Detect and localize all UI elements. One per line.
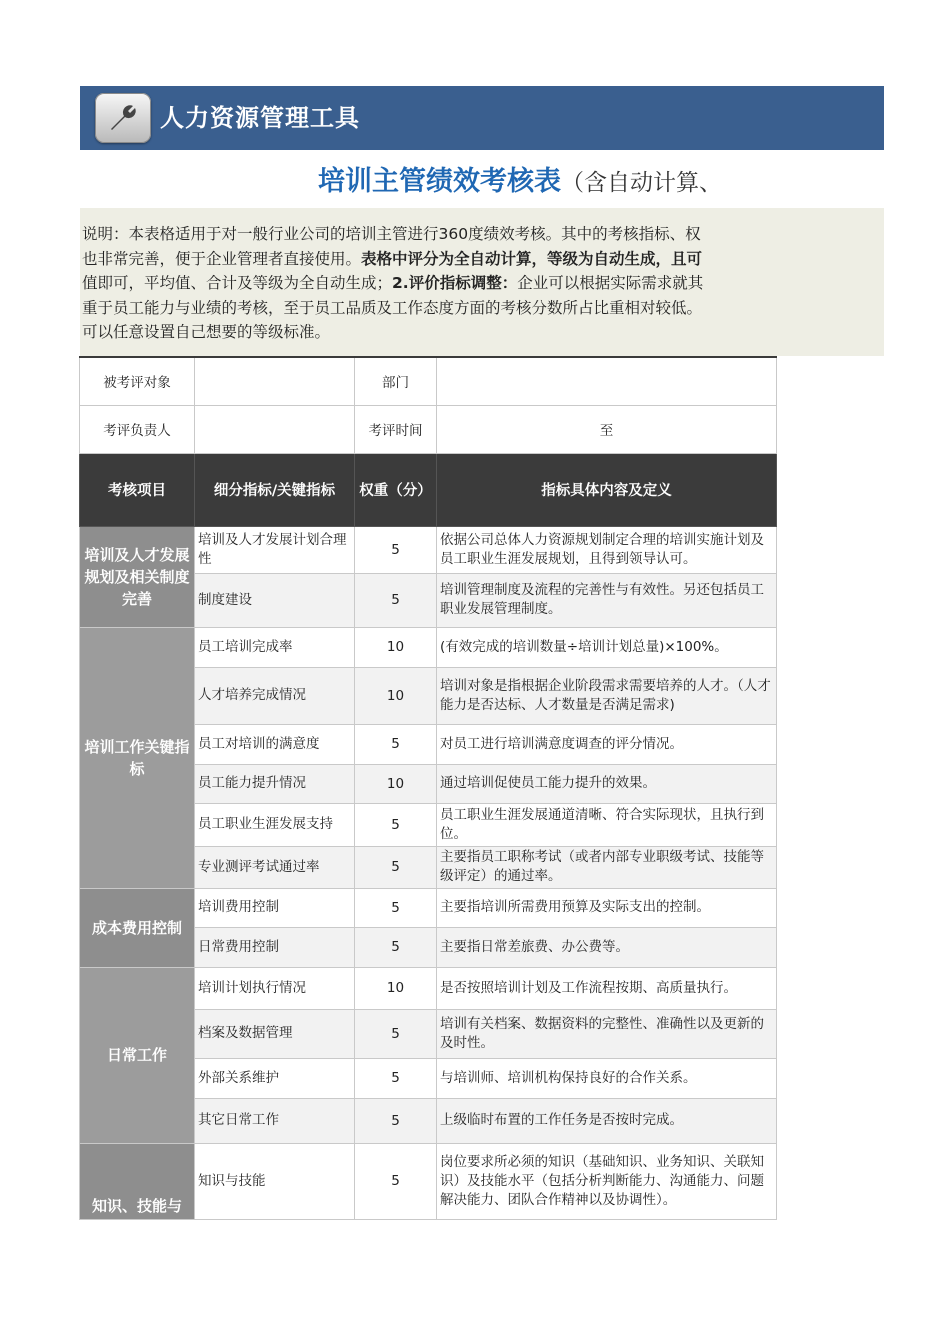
info-row <box>80 405 777 453</box>
description-box <box>80 208 884 356</box>
weight-cell: 5 <box>355 573 437 627</box>
definition-cell: 主要指培训所需费用预算及实际支出的控制。 <box>437 888 777 927</box>
subject-input[interactable] <box>195 357 355 405</box>
indicator-cell: 员工培训完成率 <box>195 627 355 667</box>
weight-cell: 5 <box>355 846 437 888</box>
weight-cell: 5 <box>355 1143 437 1219</box>
owner-label: 考评负责人 <box>80 405 195 453</box>
weight-cell: 5 <box>355 1009 437 1058</box>
weight-cell: 5 <box>355 803 437 846</box>
definition-cell: 员工职业生涯发展通道清晰、符合实际现状，且执行到位。 <box>437 803 777 846</box>
description-line <box>82 247 776 272</box>
definition-cell: 培训有关档案、数据资料的完整性、准确性以及更新的及时性。 <box>437 1009 777 1058</box>
description-bold-run: 表格中评分为全自动计算，等级为自动生成，且可 <box>361 249 703 268</box>
category-cell: 培训工作关键指标 <box>80 627 195 888</box>
definition-cell: 主要指日常差旅费、办公费等。 <box>437 927 777 967</box>
sub-title: （含自动计算、 <box>561 170 722 196</box>
definition-cell: 通过培训促使员工能力提升的效果。 <box>437 764 777 803</box>
description-line <box>82 271 776 296</box>
definition-cell: 与培训师、培训机构保持良好的合作关系。 <box>437 1058 777 1098</box>
header-indicator: 细分指标/关键指标 <box>195 453 355 526</box>
indicator-cell: 制度建设 <box>195 573 355 627</box>
dept-label: 部门 <box>355 357 437 405</box>
definition-cell: 是否按照培训计划及工作流程按期、高质量执行。 <box>437 967 777 1009</box>
table-row <box>80 1143 777 1219</box>
definition-cell: 培训管理制度及流程的完善性与有效性。另还包括员工职业发展管理制度。 <box>437 573 777 627</box>
weight-cell: 10 <box>355 764 437 803</box>
description-line <box>82 222 776 247</box>
indicator-cell: 外部关系维护 <box>195 1058 355 1098</box>
definition-cell: 对员工进行培训满意度调查的评分情况。 <box>437 724 777 764</box>
category-cell: 成本费用控制 <box>80 888 195 967</box>
table-header <box>80 453 777 526</box>
table-row <box>80 967 777 1009</box>
description-run: 说明：本表格适用于对一般行业公司的培训主管进行360度绩效考核。其中的考核指标、权 <box>82 225 701 243</box>
table-row <box>80 526 777 573</box>
main-title: 培训主管绩效考核表 <box>318 166 561 197</box>
wrench-icon <box>95 93 151 143</box>
indicator-cell: 专业测评考试通过率 <box>195 846 355 888</box>
indicator-cell: 员工能力提升情况 <box>195 764 355 803</box>
table-row <box>80 888 777 927</box>
indicator-cell: 员工职业生涯发展支持 <box>195 803 355 846</box>
description-line <box>82 320 776 345</box>
subject-label: 被考评对象 <box>80 357 195 405</box>
indicator-cell: 人才培养完成情况 <box>195 667 355 724</box>
description-text <box>82 222 776 345</box>
weight-cell: 5 <box>355 927 437 967</box>
header-weight: 权重（分） <box>355 453 437 526</box>
header-category: 考核项目 <box>80 453 195 526</box>
indicator-cell: 档案及数据管理 <box>195 1009 355 1058</box>
banner-title: 人力资源管理工具 <box>160 104 360 132</box>
weight-cell: 10 <box>355 627 437 667</box>
evaluation-table <box>79 356 777 1220</box>
dept-input[interactable] <box>437 357 777 405</box>
weight-cell: 10 <box>355 667 437 724</box>
weight-cell: 5 <box>355 724 437 764</box>
definition-cell: 依据公司总体人力资源规划制定合理的培训实施计划及员工职业生涯发展规划，且得到领导认可。 <box>437 526 777 573</box>
header-definition: 指标具体内容及定义 <box>437 453 777 526</box>
definition-cell: 主要指员工职称考试（或者内部专业职级考试、技能等级评定）的通过率。 <box>437 846 777 888</box>
page-title <box>318 160 784 204</box>
definition-cell: 培训对象是指根据企业阶段需求需要培养的人才。（人才能力是否达标、人才数量是否满足需求) <box>437 667 777 724</box>
table-row <box>80 627 777 667</box>
description-bold-run: 2.评价指标调整： <box>392 274 518 293</box>
weight-cell: 5 <box>355 526 437 573</box>
owner-input[interactable] <box>195 405 355 453</box>
definition-cell: 岗位要求所必须的知识（基础知识、业务知识、关联知识）及技能水平（包括分析判断能力、沟通能力、问题解决能力、团队合作精神以及协调性）。 <box>437 1143 777 1219</box>
indicator-cell: 培训及人才发展计划合理性 <box>195 526 355 573</box>
time-input[interactable]: 至 <box>437 405 777 453</box>
weight-cell: 10 <box>355 967 437 1009</box>
description-run: 重于员工能力与业绩的考核，至于员工品质及工作态度方面的考核分数所占比重相对较低。 <box>82 298 703 317</box>
weight-cell: 5 <box>355 888 437 927</box>
weight-cell: 5 <box>355 1058 437 1098</box>
description-run: 值即可，平均值、合计及等级为全自动生成； <box>82 274 393 293</box>
indicator-cell: 其它日常工作 <box>195 1098 355 1143</box>
definition-cell: 上级临时布置的工作任务是否按时完成。 <box>437 1098 777 1143</box>
indicator-cell: 知识与技能 <box>195 1143 355 1219</box>
description-line <box>82 296 776 321</box>
description-run: 可以任意设置自己想要的等级标准。 <box>82 323 331 342</box>
description-run: 企业可以根据实际需求就其 <box>517 274 704 293</box>
description-run: 也非常完善，便于企业管理者直接使用。 <box>82 249 362 268</box>
indicator-cell: 培训费用控制 <box>195 888 355 927</box>
header-banner <box>80 86 884 150</box>
indicator-cell: 日常费用控制 <box>195 927 355 967</box>
category-cell: 日常工作 <box>80 967 195 1143</box>
indicator-cell: 员工对培训的满意度 <box>195 724 355 764</box>
definition-cell: (有效完成的培训数量÷培训计划总量)×100%。 <box>437 627 777 667</box>
info-row <box>80 357 777 405</box>
category-cell: 培训及人才发展规划及相关制度完善 <box>80 526 195 627</box>
indicator-cell: 培训计划执行情况 <box>195 967 355 1009</box>
category-cell: 知识、技能与 <box>80 1143 195 1219</box>
time-label: 考评时间 <box>355 405 437 453</box>
weight-cell: 5 <box>355 1098 437 1143</box>
